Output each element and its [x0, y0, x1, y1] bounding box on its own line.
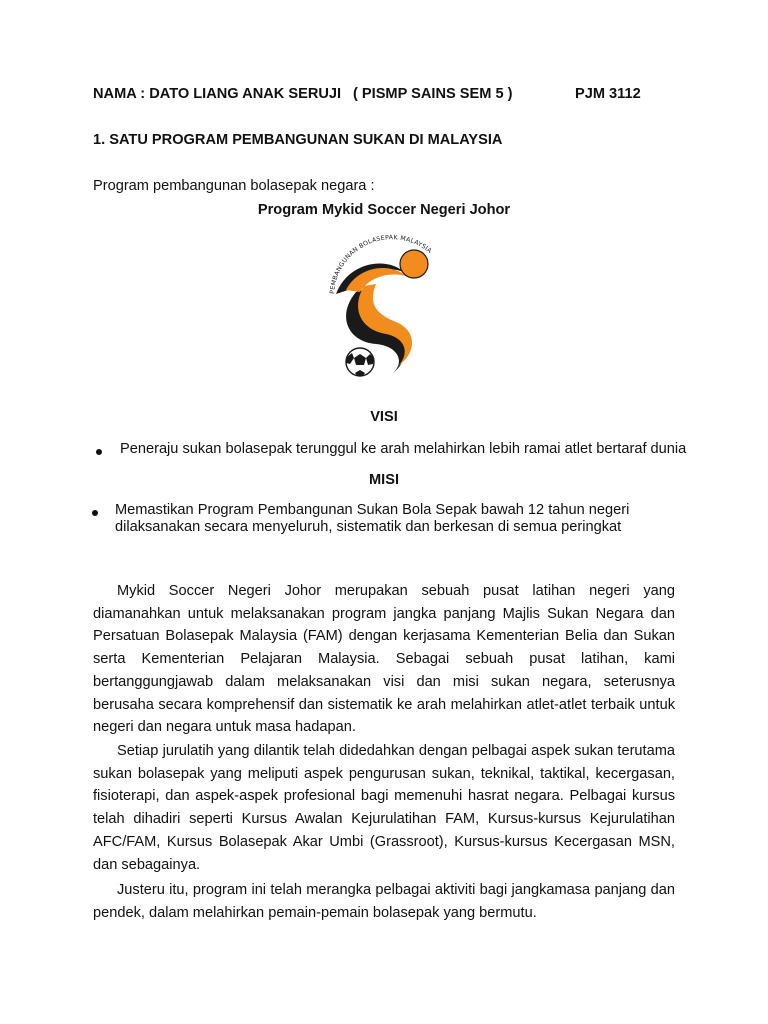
bullet-icon [92, 510, 98, 516]
body-paragraph: Mykid Soccer Negeri Johor merupakan sebuah pusat latihan negeri yang diamanahkan untuk melaksanakan program jangka panjang Majlis Sukan Negara dan Persatuan Bolasepak Malaysia (FAM) dengan kerjasama Kementerian Belia dan Sukan serta Kementerian Pelajaran Malaysia. Sebagai sebuah pusat latihan, kami bertanggungjawab dalam melaksanakan visi dan misi sukan negara, seterusnya berusaha secara komprehensif dan sistematik ke arah melahirkan atlet-atlet terbaik untuk negeri dan negara untuk masa hadapan. [93, 583, 675, 736]
visi-item: Peneraju sukan bolasepak terunggul ke arah melahirkan lebih ramai atlet bertaraf dunia [120, 441, 687, 457]
student-name: NAMA : DATO LIANG ANAK SERUJI [93, 86, 342, 102]
intro-text: Program pembangunan bolasepak negara : [93, 178, 375, 194]
program-info: ( PISMP SAINS SEM 5 ) [353, 86, 513, 102]
visi-title: VISI [370, 409, 398, 425]
section-title: 1. SATU PROGRAM PEMBANGUNAN SUKAN DI MALAYSIA [93, 132, 503, 148]
document-header [93, 86, 653, 106]
bullet-icon [96, 449, 102, 455]
body-paragraph: Setiap jurulatih yang dilantik telah didedahkan dengan pelbagai aspek sukan terutama sukan bolasepak yang meliputi aspek pengurusan sukan, teknikal, taktikal, kecergasan, fisioterapi, dan aspek-aspek profesional bagi memenuhi hasrat negara. Pelbagai kursus telah dihadiri seperti Kursus Awalan Kejurulatihan FAM, Kursus-kursus Kejurulatihan AFC/FAM, Kursus Bolasepak Akar Umbi (Grassroot), Kursus-kursus Kecergasan MSN, dan sebagainya. [93, 743, 675, 873]
program-title: Program Mykid Soccer Negeri Johor [257, 202, 511, 218]
football-icon [346, 348, 374, 376]
course-code: PJM 3112 [575, 86, 641, 102]
logo-arc-text: PEMBANGUNAN BOLASEPAK MALAYSIA [328, 234, 433, 295]
misi-item: Memastikan Program Pembangunan Sukan Bola Sepak bawah 12 tahun negeri dilaksanakan secara menyeluruh, sistematik dan berkesan di semua peringkat [115, 502, 630, 535]
misi-title: MISI [369, 472, 399, 488]
body-paragraph: Justeru itu, program ini telah merangka pelbagai aktiviti bagi jangkamasa panjang dan pendek, dalam melahirkan pemain-pemain bolasepak yang bermutu. [93, 882, 675, 921]
football-development-logo-icon [314, 226, 454, 382]
